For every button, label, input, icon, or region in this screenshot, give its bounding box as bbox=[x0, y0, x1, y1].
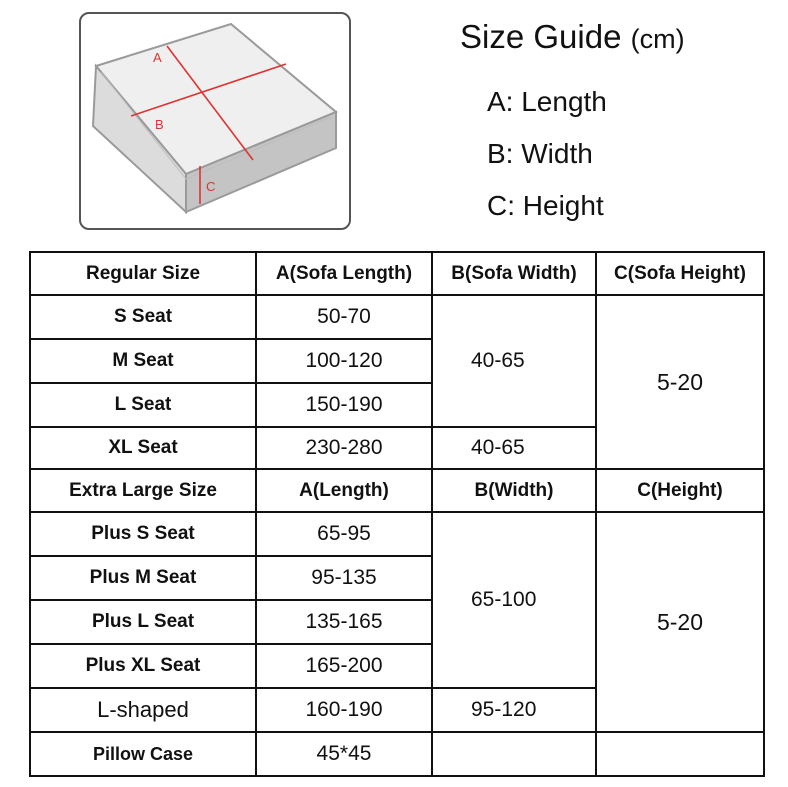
header-height: C(Height) bbox=[596, 469, 764, 512]
row-name: Plus M Seat bbox=[30, 556, 256, 600]
row-length: 150-190 bbox=[256, 383, 432, 427]
cushion-diagram bbox=[79, 12, 351, 230]
row-name: Plus S Seat bbox=[30, 512, 256, 556]
header-sofa-height: C(Sofa Height) bbox=[596, 252, 764, 295]
empty-cell bbox=[432, 732, 596, 776]
row-name: L Seat bbox=[30, 383, 256, 427]
table-row bbox=[30, 295, 764, 339]
legend-item-width: B: Width bbox=[487, 138, 593, 169]
label-a: A bbox=[153, 50, 162, 65]
table-row bbox=[30, 512, 764, 556]
row-name: XL Seat bbox=[30, 427, 256, 469]
legend-item-height: C: Height bbox=[487, 190, 604, 221]
legend-unit: (cm) bbox=[630, 24, 685, 54]
row-name: Plus XL Seat bbox=[30, 644, 256, 688]
regular-header-row bbox=[30, 252, 764, 295]
extra-header-row bbox=[30, 469, 764, 512]
empty-cell bbox=[596, 732, 764, 776]
row-width: 40-65 bbox=[432, 427, 596, 469]
label-c: C bbox=[206, 179, 216, 194]
row-length: 65-95 bbox=[256, 512, 432, 556]
row-length: 50-70 bbox=[256, 295, 432, 339]
row-width: 95-120 bbox=[432, 688, 596, 732]
row-length: 95-135 bbox=[256, 556, 432, 600]
row-name: M Seat bbox=[30, 339, 256, 383]
table-row bbox=[30, 732, 764, 776]
row-length: 135-165 bbox=[256, 600, 432, 644]
row-length: 45*45 bbox=[256, 732, 432, 776]
size-table bbox=[29, 251, 765, 777]
size-legend bbox=[460, 18, 780, 221]
regular-width-merged: 40-65 bbox=[432, 295, 596, 427]
legend-title-text: Size Guide bbox=[460, 18, 622, 55]
cushion-illustration bbox=[81, 14, 351, 230]
row-length: 165-200 bbox=[256, 644, 432, 688]
row-name: Pillow Case bbox=[30, 732, 256, 776]
header-length: A(Length) bbox=[256, 469, 432, 512]
header-sofa-length: A(Sofa Length) bbox=[256, 252, 432, 295]
extra-height-merged: 5-20 bbox=[596, 512, 764, 732]
header-regular-size: Regular Size bbox=[30, 252, 256, 295]
row-length: 100-120 bbox=[256, 339, 432, 383]
label-b: B bbox=[155, 117, 164, 132]
row-name: Plus L Seat bbox=[30, 600, 256, 644]
row-name: L-shaped bbox=[30, 688, 256, 732]
header-width: B(Width) bbox=[432, 469, 596, 512]
header-extra-large-size: Extra Large Size bbox=[30, 469, 256, 512]
row-length: 160-190 bbox=[256, 688, 432, 732]
legend-title bbox=[460, 18, 780, 56]
extra-width-merged: 65-100 bbox=[432, 512, 596, 688]
regular-height-merged: 5-20 bbox=[596, 295, 764, 469]
legend-item-length: A: Length bbox=[487, 86, 607, 117]
row-length: 230-280 bbox=[256, 427, 432, 469]
header-sofa-width: B(Sofa Width) bbox=[432, 252, 596, 295]
row-name: S Seat bbox=[30, 295, 256, 339]
